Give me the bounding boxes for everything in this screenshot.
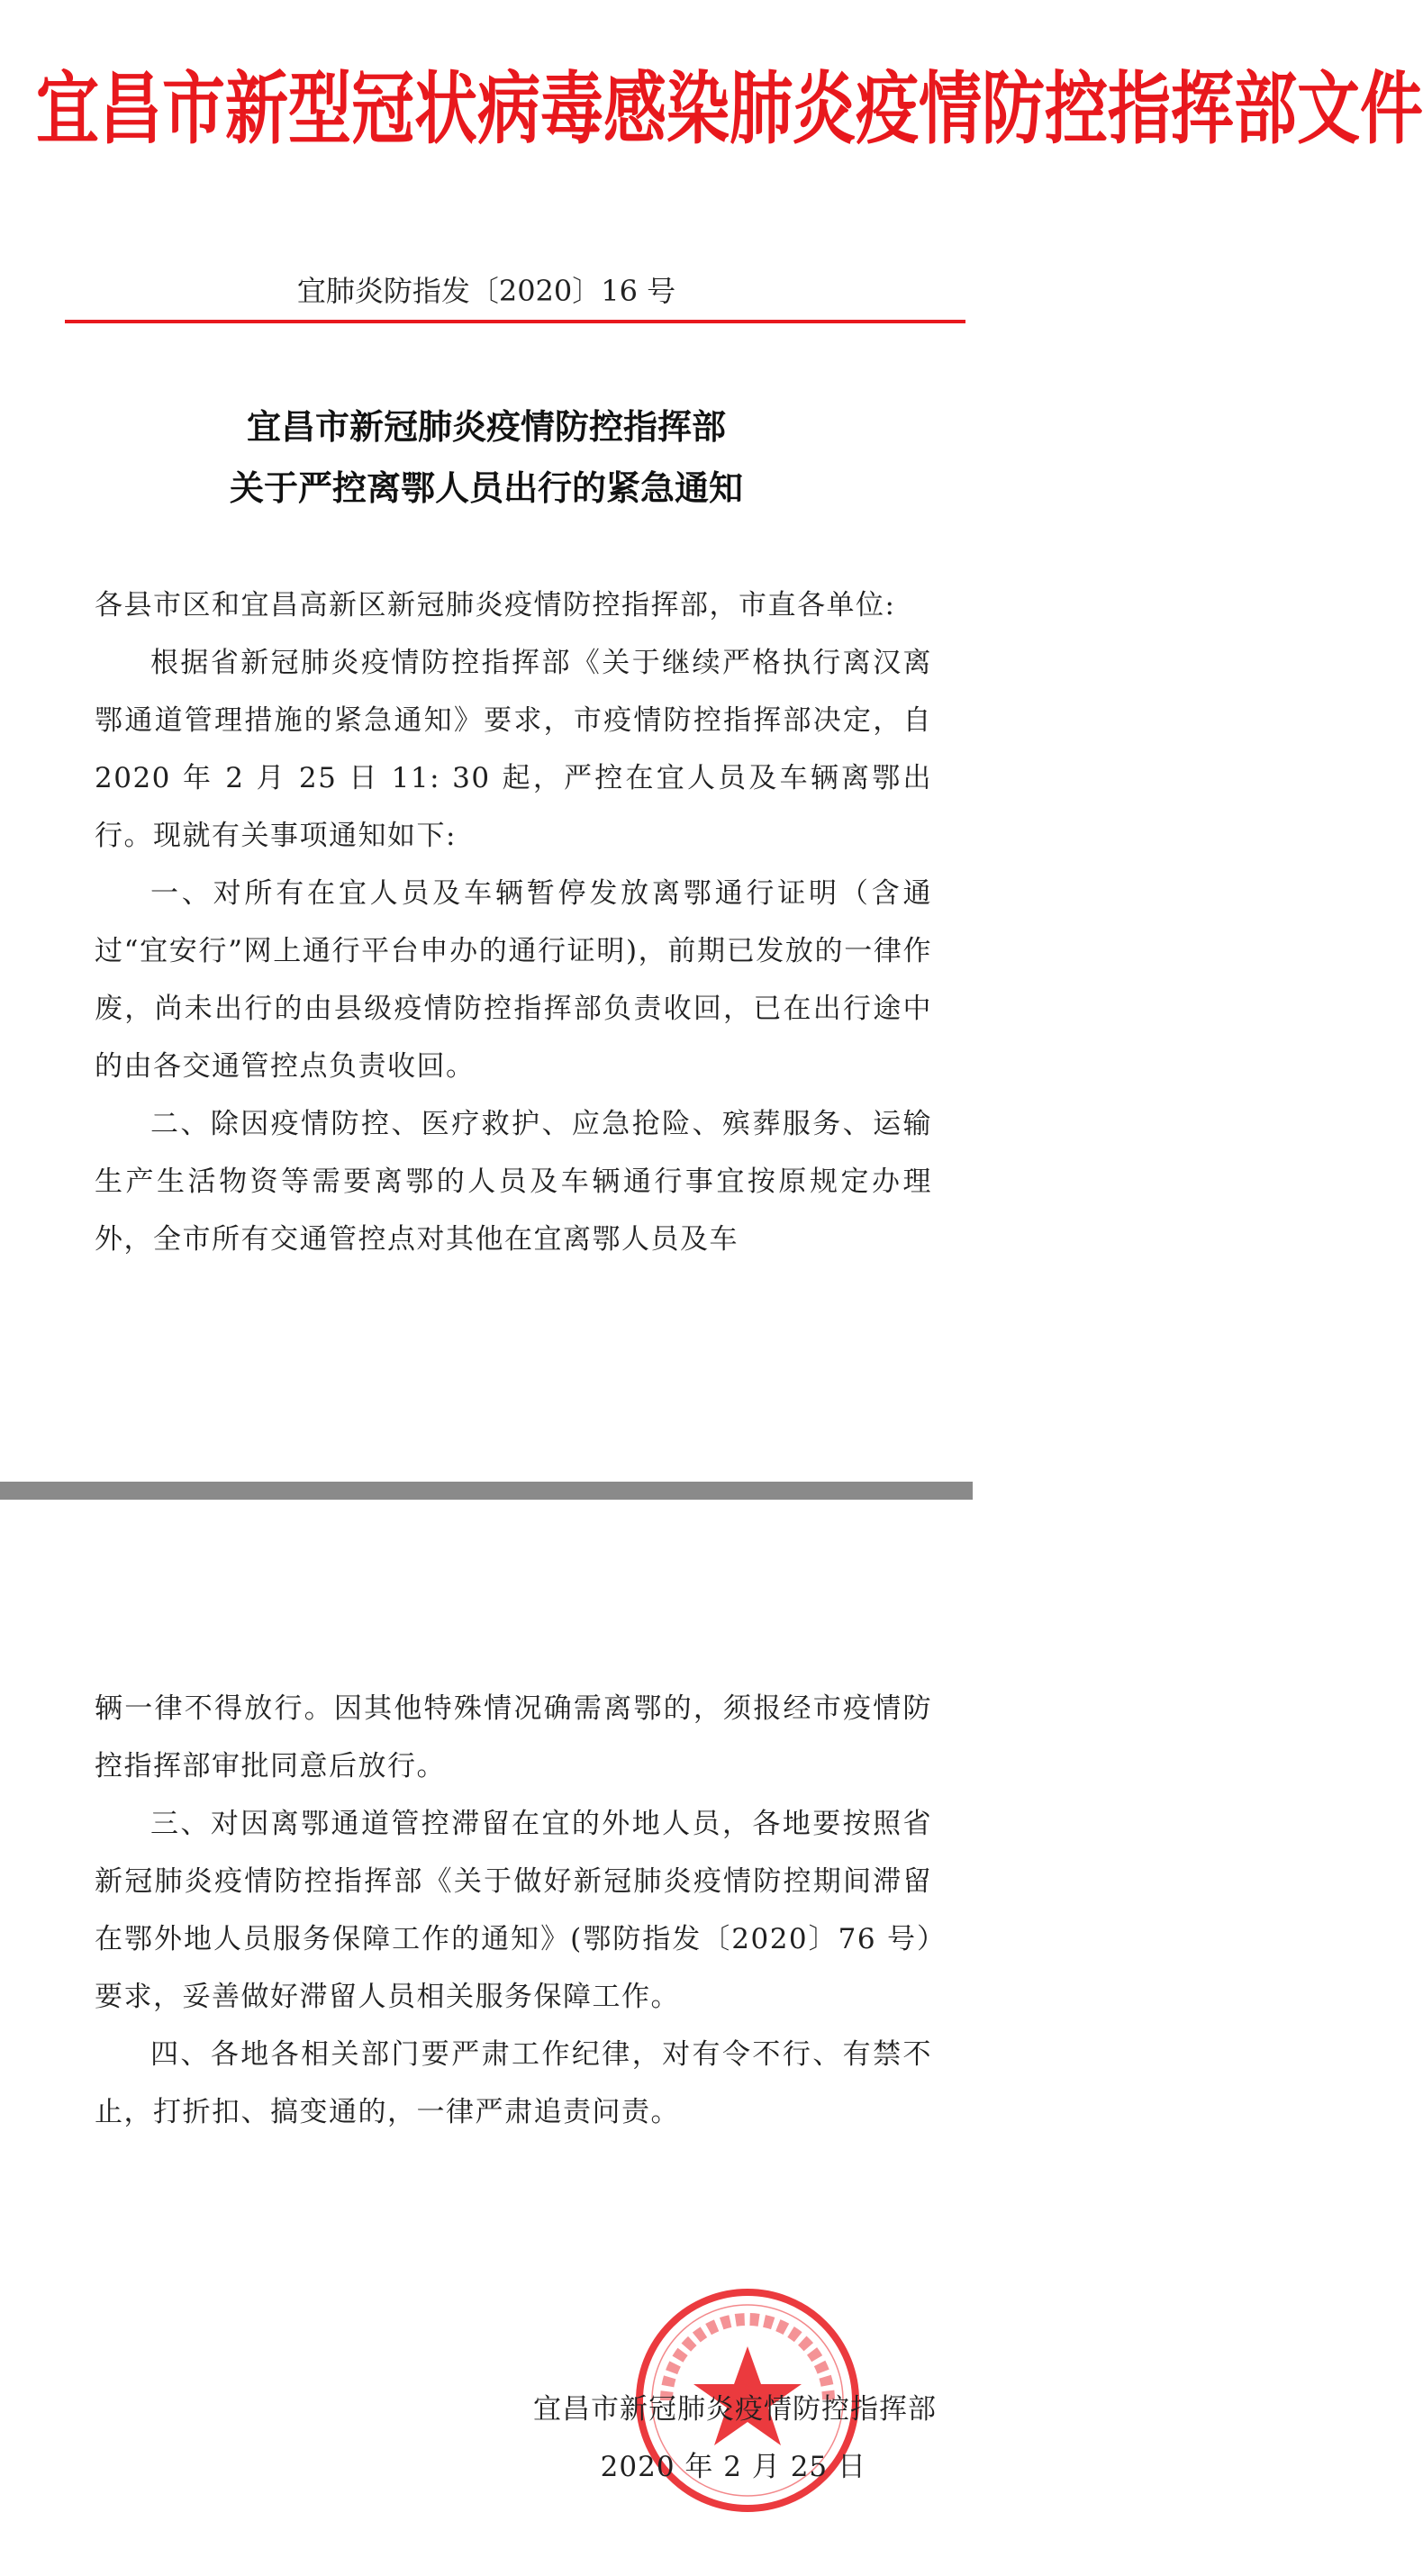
- notice-title-line-1: 宜昌市新冠肺炎疫情防控指挥部: [246, 407, 726, 447]
- page-separator: [0, 1482, 973, 1500]
- item-3-paragraph: 三、对因离鄂通道管控滞留在宜的外地人员，各地要按照省新冠肺炎疫情防控指挥部《关于做好新冠肺炎疫情防控期间滞留在鄂外地人员服务保障工作的通知》(鄂防指发〔2020〕76 号）要求，妥善做好滞留人员相关服务保障工作。: [95, 1808, 932, 2013]
- document-page-2: [0, 1500, 973, 2576]
- signature-date: 2020 年 2 月 25 日: [600, 2451, 866, 2483]
- item-2-paragraph-part-2: 辆一律不得放行。因其他特殊情况确需离鄂的，须报经市疫情防控指挥部审批同意后放行。: [95, 1692, 932, 1782]
- red-header-title: 宜昌市新型冠状病毒感染肺炎疫情防控指挥部文件: [36, 61, 1423, 155]
- item-1-paragraph: 一、对所有在宜人员及车辆暂停发放离鄂通行证明（含通过“宜安行”网上通行平台申办的通行证明)，前期已发放的一律作废，尚未出行的由县级疫情防控指挥部负责收回，已在出行途中的由各交通管控点负责收回。: [95, 877, 932, 1083]
- document-number: 宜肺炎防指发〔2020〕16 号: [296, 274, 676, 308]
- notice-title-line-2: 关于严控离鄂人员出行的紧急通知: [229, 468, 743, 508]
- intro-paragraph: 根据省新冠肺炎疫情防控指挥部《关于继续严格执行离汉离鄂通道管理措施的紧急通知》要求，市疫情防控指挥部决定，自 2020 年 2 月 25 日 11: 30 起，严控在宜人员及车辆离鄂出行。现就有关事项通知如下:: [95, 647, 932, 852]
- red-divider-line: [65, 320, 965, 323]
- body-text-page-2: [95, 1680, 932, 2141]
- notice-title: [0, 396, 973, 519]
- signature-block: [378, 2381, 937, 2496]
- body-text-page-1: [95, 576, 932, 1268]
- signature-organization: 宜昌市新冠肺炎疫情防控指挥部: [533, 2393, 937, 2426]
- item-2-paragraph-part-1: 二、除因疫情防控、医疗救护、应急抢险、殡葬服务、运输生产生活物资等需要离鄂的人员及车辆通行事宜按原规定办理外，全市所有交通管控点对其他在宜离鄂人员及车: [95, 1108, 932, 1256]
- item-4-paragraph: 四、各地各相关部门要严肃工作纪律，对有令不行、有禁不止，打折扣、搞变通的，一律严肃追责问责。: [95, 2038, 932, 2128]
- addressee-paragraph: 各县市区和宜昌高新区新冠肺炎疫情防控指挥部，市直各单位:: [95, 589, 896, 621]
